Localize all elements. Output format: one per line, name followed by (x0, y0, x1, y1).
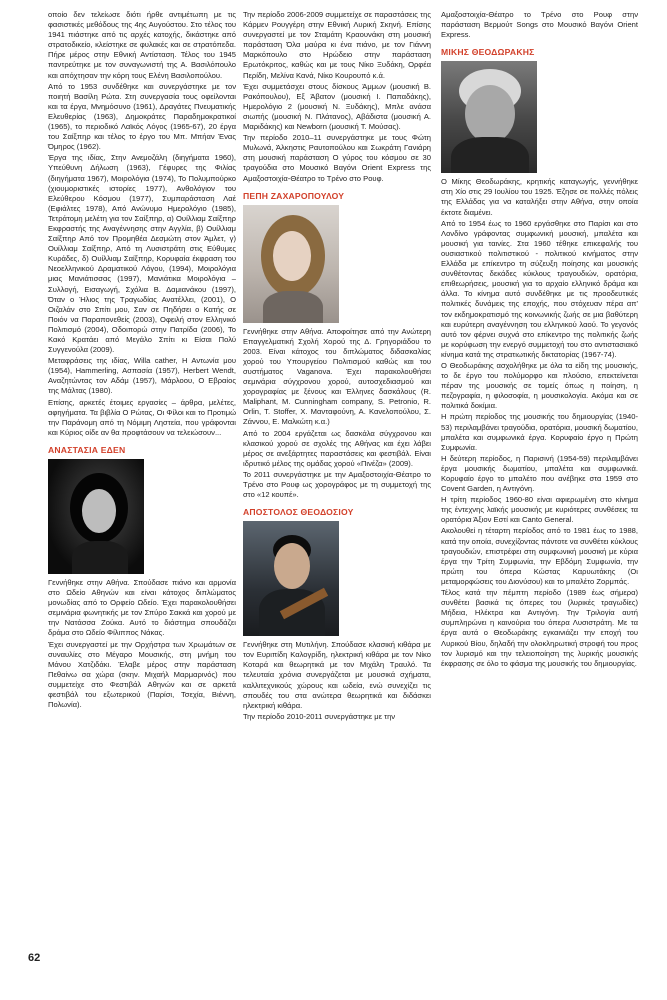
section-heading-anastasia: ΑΝΑΣΤΑΣΙΑ ΕΔΕΝ (48, 444, 126, 455)
paragraph: Αμαξοστοιχία-Θέατρο το Τρένο στο Ρουφ στην παράσταση Βερμούτ Songs στο Μουσικό Βαγόνι Orient Express. (441, 10, 638, 40)
portrait-anastasia-photo (48, 459, 144, 574)
section-heading-mikis: ΜΙΚΗΣ ΘΕΟΔΩΡΑΚΗΣ (441, 47, 535, 58)
paragraph: οποίο δεν τελείωσε διότι ήρθε αντιμέτωπη με τις φασιστικές μεθόδους της 4ης Αυγούστου. Στο τέλος του 1941 πιάστηκε από τις αρχές κατοχής, δικάστηκε από στρατοδικείο, κλείστηκε σε φυλακές και σε στρατόπεδα. Πήρε μέρος στην Εθνική Αντίσταση. Τέλος του 1945 παντρεύτηκε με τον συναγωνιστή της Α. Βασιλόπουλο και απόχτησαν την κόρη τους Ελένη Βασιλοπούλου. (48, 10, 236, 80)
paragraph: Η τρίτη περίοδος 1960-80 είναι αφιερωμένη στο κίνημα της έντεχνης λαϊκής μουσικής με κυριότερες συνθέσεις τα ορατόρια Άξιον Εστί και Canto General. (441, 495, 638, 525)
paragraph: Ακολουθεί η τέταρτη περίοδος από το 1981 έως το 1988, κατά την οποία, συνεχίζοντας πάντοτε να συνθέτει κύκλους τραγουδιών, επιστρέφει στη συμφωνική μουσική με κύρια έργα την Τρίτη Συμφωνία, την Εβδόμη Συμφωνία, την πρώτη του όπερα Κώστας Καρυωτάκης (Οι μεταμορφώσεις του Διονύσου) και το μπαλέτο Ζορμπάς. (441, 526, 638, 586)
page-number: 62 (28, 952, 41, 964)
paragraph: Την περίοδο 2010–11 συνεργάστηκε με τους Φώτη Μυλωνά, Άλκηστις Ραυτοπούλου και Σωκράτη Γανιάρη στη μουσική παράσταση Ο γύρος του κόσμου σε 30 τραγούδια στο Μουσικό Βαγόνι Orient Express της Αμαξοστοιχία-Θέατρο το Τρένο στο Ρουφ. (243, 133, 431, 183)
paragraph: Επίσης, αρκετές έτοιμες εργασίες – άρθρα, μελέτες, αφηγήματα. Τα βιβλία Ο Ρώτας, Οι Φίλοι και το Προτιμώ την Παράνομη από τη Νόμιμη Ληστεία, που γράφονται και Κύριος οίδε αν θα προφτάσουν να τελειώσουν... (48, 397, 236, 437)
paragraph: Από το 1954 έως το 1960 εργάσθηκε στο Παρίσι και στο Λονδίνο γράφοντας συμφωνική μουσική, μπαλέτα και μουσική για ταινίες. Στα 1960 τέθηκε επικεφαλής του ουσιαστικού πολιτιστικού - πολιτικού κινήματος στην Ελλάδα με επίκεντρο τη σύζευξη ποίησης και μουσικής συνθέτοντας δεκάδες κύκλους τραγουδιών, ορατόρια, επιθεωρήσεις, μουσική για το αρχαίο ελληνικό δράμα και άλλα. Το κίνημα αυτό συνδέθηκε με τις προοδευτικές πολιτικές δυνάμεις της εποχής, που στόχευαν πέρα απ' τον εκδημοκρατισμό της κοινωνικής ζωής σε μια βαθύτερη και ευρύτερη αναγέννηση του ελληνικού λαού. Το γεγονός αυτό τον φέρνει συχνά στο επίκεντρο της πολιτικής ζωής με κορύφωση την ενεργό συμμετοχή του στο αντιστασιακό κίνημα κατά της στρατιωτικής δικτατορίας (1967-74). (441, 218, 638, 359)
paragraph: Από το 2004 εργάζεται ως δασκάλα σύγχρονου και κλασικού χορού σε σχολές της Αθήνας και έχει λάβει μέρος σε ανεξάρτητες παραστάσεις και φεστιβάλ. Είναι ιδρυτικό μέλος της ομάδας χορού «Πινέζα» (2009). (243, 428, 431, 468)
paragraph: Την περίοδο 2006-2009 συμμετείχε σε παραστάσεις της Κάρμεν Ρουγγέρη στην Εθνική Λυρική Σκηνή. Επίσης συνεργαστεί με τον Σταμάτη Κραουνάκη στη μουσική παράσταση Όλα μαύρα κι ένα πιάνο, με τον Γιάννη Μαρκόπουλο στο Ηρώδειο στην παράσταση Ερωτόκριτος, καθώς και με τους Νίκο Ξυδάκη, Ορφέα Περίδη, Μελίνα Κανά, Νίκο Κουρουπό κ.ά. (243, 10, 431, 80)
paragraph: Το 2011 συνεργάστηκε με την Αμαξοστοιχία-Θέατρο το Τρένο στο Ρουφ ως χορογράφος με τη συμμετοχή της στο «12 κουπέ». (243, 469, 431, 500)
section-heading-apostolos: ΑΠΟΣΤΟΛΟΣ ΘΕΟΔΟΣΙΟΥ (243, 507, 354, 518)
paragraph: Ο Μίκης Θεοδωράκης, κρητικής καταγωγής, γεννήθηκε στη Χίο στις 29 Ιουλίου του 1925. Έζησε σε πολλές πόλεις της Ελλάδας για να καταλήξει στην Αθήνα, στην οποία έκτοτε διαμένει. (441, 177, 638, 217)
column-right (441, 10, 638, 670)
paragraph: Γεννήθηκε στην Αθήνα. Σπούδασε πιάνο και αρμονία στο Ωδείο Αθηνών και είναι κάτοχος διπλώματος μονωδίας από το Ορφείο Ωδείο. Έχει παρακολουθήσει σεμινάρια φωνητικής με τον Σπύρο Σακκά και χορού με την Νατάσσα Ζούκα. Αυτό το διάστημα σπουδάζει δράμα στο Ωδείο Φίλιππος Νάκας. (48, 577, 236, 638)
paragraph: Γεννήθηκε στην Αθήνα. Αποφοίτησε από την Ανώτερη Επαγγελματική Σχολή Χορού της Δ. Γρηγοριάδου το 2003. Είναι κάτοχος του διπλώματος διδασκαλίας χορού του Υπουργείου Πολιτισμού καθώς και του συστήματος Vaganova. Έχει παρακολουθήσει σεμινάρια σύγχρονου χορού, αυτοσχεδιασμού και χορογραφίας με ξένους και Έλληνες δασκάλους (R. Maliphant, M. Cunningham company, S. Petronio, R. Orlin, T. Stoffer, Χ. Μανταφούνη, Α. Κανελοπούλου, Σ. Ζάννου, Ε. Μαλκώτη κ.α.) (243, 326, 431, 427)
portrait-apostolos-photo (243, 521, 339, 636)
column-left (48, 10, 236, 711)
paragraph: Τέλος κατά την πέμπτη περίοδο (1989 έως σήμερα) συνθέτει βασικά τις όπερες του (λυρικές τραγωδίες) Μήδεια, Ηλέκτρα και Αντιγόνη. Την Τριλογία αυτή συμπληρώνει η καινούρια του όπερα Λυσιστράτη. Με τα έργα αυτά ο Θεοδωράκης εγκαινιάζει την εποχή του Λυρικού Βίου, δηλαδή την ολοκληρωτική στροφή του προς τον λυρισμό και την τελειοποίηση της λυρικής μουσικής έκφρασης σε όλο το φάσμα της μουσικής του δημιουργίας. (441, 588, 638, 668)
portrait-mikis-photo (441, 61, 537, 173)
portrait-pepi-photo (243, 205, 339, 323)
paragraph: Έχει συνεργαστεί με την Ορχήστρα των Χρωμάτων σε συναυλίες στο Μέγαρο Μουσικής, στη μνήμη του Μάνου Χατζιδάκι. Έλαβε μέρος στην παράσταση Πεθαίνω σα χώρα (σκην. Μιχαήλ Μαρμαρινός) που συμμετείχε στο Φεστιβάλ Αθηνών και σε αρκετά φεστιβάλ του εξωτερικού (Παρίσι, Τσεχία, Βιέννη, Πολωνία). (48, 639, 236, 710)
paragraph: Γεννήθηκε στη Μυτιλήνη. Σπούδασε κλασική κιθάρα με τον Ευριπίδη Καλογρίδη, ηλεκτρική κιθάρα με τον Νίκο Κοταρά και θεωρητικά με τον Μιχάλη Τραυλό. Τα τελευταία χρόνια συνεργάζεται με μουσικά σχήματα, καλλιτεχνικούς χώρους και ωδεία, ενώ συνεχίζει τις σπουδές του στα ανώτερα θεωρητικά και διδάσκει ηλεκτρική κιθάρα. (243, 640, 431, 710)
paragraph: Έχει συμμετάσχει στους δίσκους Άμμων (μουσική Β. Ρακόπουλου), Εξ Άβατον (μουσική Ι. Παπαδάκης), Ημερολόγιο 2 (μουσική Ν. Ξυδάκης), Μπλε ανάσα σιωπής (μουσική Ν. Πλάτανος), Αβάδιστα (μουσική Α. Μαριδάκης) και Newborn (μουσική Τ. Μούσας). (243, 81, 431, 132)
paragraph: Την περίοδο 2010-2011 συνεργάστηκε με την (243, 711, 396, 721)
section-heading-pepi: ΠΕΠΗ ΖΑΧΑΡΟΠΟΥΛΟΥ (243, 190, 345, 201)
paragraph: Μεταφράσεις της ιδίας, Willa cather, Η Αντωνία μου (1954), Hammerling, Ασπασία (1957), Herbert Wendt, Αναζητώντας τον Αδάμ (1957), Μάρλοου, Ο Εβραίος της Μάλτας (1980). (48, 356, 236, 396)
column-middle (243, 10, 431, 723)
paragraph: Η πρώτη περίοδος της μουσικής του δημιουργίας (1940-53) περιλαμβάνει τραγούδια, ορατόρια, μουσική δωματίου, μπαλέτα και συμφωνικά έργα. Κορυφαίο έργο η Πρώτη Συμφωνία. (441, 412, 638, 452)
paragraph: Ο Θεοδωράκης ασχολήθηκε με όλα τα είδη της μουσικής, το δε έργο του πολύμορφο και πλούσιο, επεκτείνεται πέραν της μουσικής σε τομείς όπως η ποίηση, η πεζογραφία, η φιλοσοφία, η μουσικολογία. Ακόμα και σε πολιτικά δοκίμια. (441, 360, 638, 411)
paragraph: Έργα της ιδίας, Στην Ανεμοζάλη (διηγήματα 1960), Υπεύθυνη Δήλωση (1963), Γέφυρες της Φιλίας (διηγήματα 1967), Μοιρολόγια (1974), Το Πολυμπούρκο (χιουμοριστικές ιστορίες 1977), Ανθολόγιον του Ελεύθερου Κόσμου (1977), Συμπαράσταση Λαέ (Εφιάλτες 1978), Από Ανώνυμο Ημερολόγιο (1985), Τετράτομη μελέτη για τον Σαίξπηρ, α) Ουίλλιαμ Σαίξπηρ Εκφραστής της Αναγέννησης στην Αγγλία, β) Ουίλλιαμ Σαίξπηρ Από τον Προμηθέα Δεσμώτη στον Άμλετ, γ) Ουίλλιαμ Σαίξπηρ, Από τη Λυσιστράτη στις Εύθυμες Κυράδες, δ) Ουίλλιαμ Σαίξπηρ, Κορυφαία έκφραση του Νεοελληνικού Δραματικού Λόγου, (1994), Μοιρολόγια μιας Μανιάτισσας (1997), Μανιάτικα Μοιρολόγια – Συλλογή, Εισαγωγή, Σχόλια Β. Δαμιανάκου (1997), Όταν ο Ήλιος της Τραγωδίας Ανατέλλει, (2001), Ο Οιζαλάν στο Σπίτι μου, Σαν σε Πηδήσει ο Κατής σε Ποιόν να Παραπονεθείς (2003), Οφειλή στον Ελληνικό Πολιτισμό (2004), Οδοιπορώ στην Πατρίδα (2006), Το Κακό Κρατάει από Μεγάλο Σπίτι κι Είσαι Πολύ Συγγενούλα (2009). (48, 153, 236, 355)
paragraph: Η δεύτερη περίοδος, η Παρισινή (1954-59) περιλαμβάνει έργα μουσικής δωματίου, μπαλέτα και συμφωνικά. Κορυφαίο έργο το μπαλέτο που ανέβηκε στα 1959 στο Covent Garden, η Αντιγόνη. (441, 453, 638, 494)
paragraph: Από το 1953 συνδέθηκε και συνεργάστηκε με τον ποιητή Βασίλη Ρώτα. Στη συνεργασία τους οφείλονται και τα έργα, Μνημόσυνο (1961), Δραγάτες Πνευματικής Ελευθερίας (1963), Δημοκράτες Παραδημοκρατικοί (1965), το περιοδικό Λαϊκός Λόγος (1965-67), 20 έργα του Σαίξπηρ και τέλος το έργο του Μπ. Μπήαν Ένας Όμηρος (1962). (48, 81, 236, 152)
